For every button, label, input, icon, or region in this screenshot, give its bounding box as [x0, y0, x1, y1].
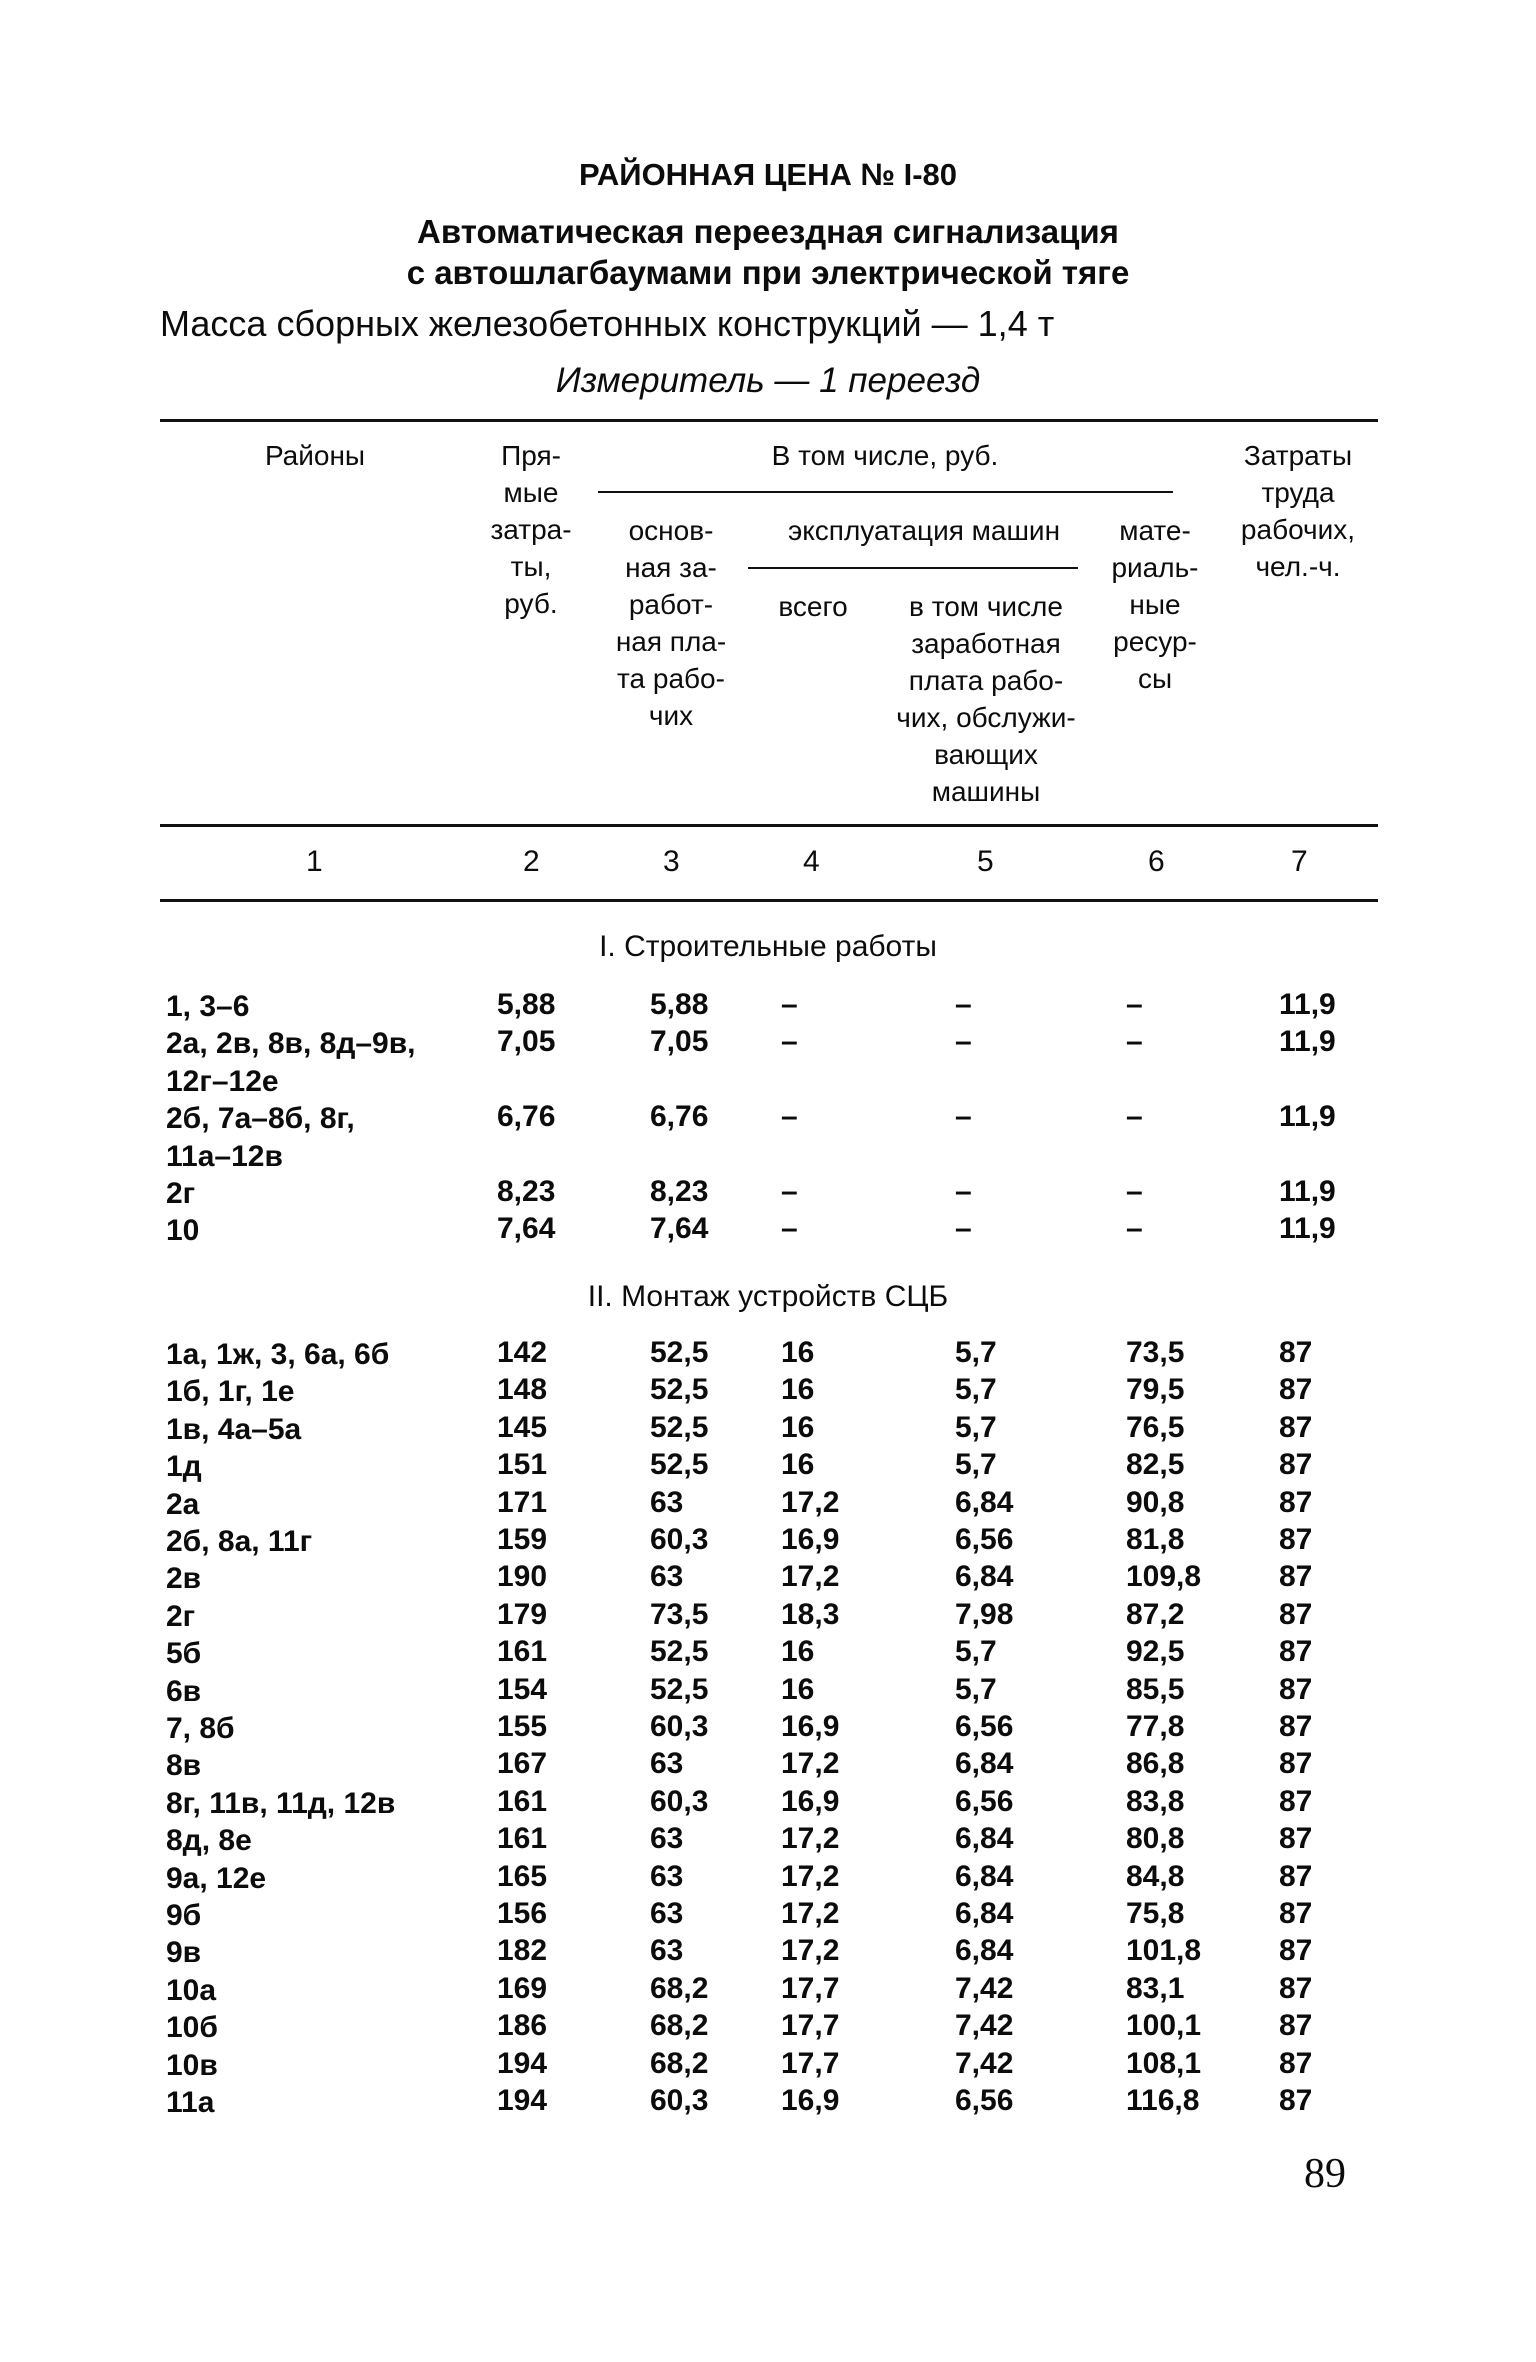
base-wage-cell: 60,3: [650, 2084, 709, 2117]
section-title: I. Строительные работы: [599, 930, 937, 963]
header-line: чел.-ч.: [1255, 551, 1341, 582]
region-cell: 8д, 8е: [166, 1824, 252, 1858]
header-line: затра-: [490, 514, 572, 545]
materials-cell: 109,8: [1126, 1560, 1202, 1594]
section-title: II. Монтаж устройств СЦБ: [587, 1280, 949, 1313]
region-cell: 2а: [166, 1487, 200, 1521]
machines-total-cell: 17,7: [781, 2046, 840, 2080]
table-row: [0, 1373, 1536, 1410]
labor-cell: 87: [1279, 1410, 1313, 1444]
table-row: [0, 1710, 1536, 1747]
machine-wage-cell: 7,42: [955, 1971, 1014, 2005]
materials-cell: 100,1: [1126, 2009, 1202, 2043]
base-wage-cell: 8,23: [650, 1175, 709, 1208]
labor-cell: 11,9: [1279, 988, 1336, 1021]
machine-wage-cell: 6,84: [955, 1897, 1014, 1930]
materials-cell: –: [1126, 1100, 1143, 1134]
materials-cell: 92,5: [1126, 1635, 1185, 1669]
page-number: 89: [1304, 2151, 1346, 2197]
base-wage-cell: 7,05: [650, 1025, 709, 1059]
machine-wage-cell: 6,56: [955, 1710, 1014, 1743]
table-row: [0, 1972, 1536, 2009]
direct-costs-cell: 194: [497, 2046, 548, 2080]
table-row: [0, 1175, 1536, 1212]
labor-cell: 87: [1279, 2009, 1313, 2043]
table-row: [0, 1448, 1536, 1485]
direct-costs-cell: 151: [497, 1448, 548, 1482]
header-line: мате-: [1119, 515, 1191, 546]
region-cell: 2в: [166, 1562, 202, 1596]
labor-cell: 11,9: [1279, 1100, 1336, 1134]
materials-cell: 77,8: [1126, 1710, 1185, 1743]
materials-cell: 83,1: [1126, 1971, 1185, 2005]
region-cell: 1, 3–6: [166, 990, 250, 1023]
base-wage-cell: 60,3: [650, 1523, 709, 1556]
direct-costs-cell: 6,76: [497, 1100, 556, 1134]
header-line: чих, обслужи-: [896, 702, 1076, 733]
labor-cell: 87: [1279, 1897, 1313, 1930]
direct-costs-cell: 145: [497, 1410, 548, 1444]
direct-costs-cell: 7,05: [497, 1025, 556, 1059]
base-wage-cell: 63: [650, 1560, 684, 1594]
base-wage-cell: 52,5: [650, 1336, 709, 1369]
machine-wage-cell: –: [955, 1025, 972, 1059]
labor-cell: 11,9: [1279, 1212, 1336, 1246]
table-row: [0, 1673, 1536, 1710]
region-cell: 10в: [166, 2048, 218, 2082]
labor-cell: 87: [1279, 1859, 1313, 1893]
header-line: Пря-: [501, 440, 561, 471]
table-row: [0, 1025, 1536, 1098]
base-wage-cell: 60,3: [650, 1784, 709, 1818]
machines-total-cell: 16: [781, 1448, 815, 1482]
materials-cell: 101,8: [1126, 1934, 1202, 1968]
document-subtitle: [0, 211, 1536, 293]
header-base-wage: [600, 512, 742, 734]
machine-wage-cell: –: [955, 1175, 972, 1208]
machines-total-cell: 16,9: [781, 2084, 840, 2117]
base-wage-cell: 52,5: [650, 1448, 709, 1482]
region-cell: 11а: [166, 2086, 215, 2119]
table-top-rule: [160, 419, 1378, 422]
materials-cell: 84,8: [1126, 1859, 1185, 1893]
machine-wage-cell: 6,84: [955, 1485, 1014, 1519]
header-machine-wage: [876, 588, 1096, 810]
column-number: 4: [803, 845, 820, 878]
machine-wage-cell: 6,56: [955, 1523, 1014, 1556]
labor-cell: 87: [1279, 1934, 1313, 1968]
region-cell: 8г, 11в, 11д, 12в: [166, 1786, 396, 1820]
header-line: мые: [503, 477, 559, 508]
machines-total-cell: 17,7: [781, 2009, 840, 2043]
table-row: [0, 1560, 1536, 1597]
direct-costs-cell: 167: [497, 1747, 548, 1781]
machine-wage-cell: 5,7: [955, 1448, 997, 1482]
materials-cell: 108,1: [1126, 2046, 1202, 2080]
header-regions: Районы: [264, 440, 366, 471]
direct-costs-cell: 142: [497, 1336, 548, 1369]
region-cell: 1б, 1г, 1е: [166, 1375, 295, 1409]
header-line: риаль-: [1111, 552, 1199, 583]
header-line: работ-: [628, 589, 714, 620]
table-row: [0, 1822, 1536, 1859]
table-row: [0, 1212, 1536, 1249]
header-line: ресур-: [1113, 626, 1197, 657]
column-number: 2: [523, 845, 540, 878]
numbers-bottom-rule: [160, 899, 1378, 902]
materials-cell: –: [1126, 1175, 1143, 1208]
machine-wage-cell: 7,98: [955, 1597, 1014, 1631]
region-cell: 2б, 7а–8б, 8г, 11а–12в: [166, 1102, 355, 1173]
subtitle-line: Автоматическая переездная сигнализация: [417, 213, 1119, 250]
machines-total-cell: 17,2: [781, 1747, 840, 1781]
labor-cell: 87: [1279, 1597, 1313, 1631]
table-row: [0, 2009, 1536, 2046]
direct-costs-cell: 161: [497, 1635, 548, 1669]
machines-total-cell: 17,2: [781, 1485, 840, 1519]
direct-costs-cell: 182: [497, 1934, 548, 1968]
materials-cell: 82,5: [1126, 1448, 1185, 1482]
labor-cell: 87: [1279, 1672, 1313, 1706]
direct-costs-cell: 161: [497, 1784, 548, 1818]
base-wage-cell: 5,88: [650, 988, 709, 1021]
header-material-resources: [1100, 512, 1210, 697]
column-number: 7: [1291, 845, 1308, 878]
machines-total-cell: –: [781, 988, 798, 1021]
header-line: ная за-: [625, 552, 717, 583]
direct-costs-cell: 7,64: [497, 1212, 556, 1246]
base-wage-cell: 68,2: [650, 1971, 709, 2005]
materials-cell: 81,8: [1126, 1523, 1185, 1556]
machine-wage-cell: 5,7: [955, 1373, 997, 1407]
machines-total-cell: 16: [781, 1336, 815, 1369]
header-line: ная пла-: [615, 626, 727, 657]
base-wage-cell: 52,5: [650, 1410, 709, 1444]
direct-costs-cell: 8,23: [497, 1175, 556, 1208]
base-wage-cell: 7,64: [650, 1212, 709, 1246]
machine-wage-cell: 6,84: [955, 1934, 1014, 1968]
header-bottom-rule: [160, 824, 1378, 827]
labor-cell: 87: [1279, 1560, 1313, 1594]
base-wage-cell: 73,5: [650, 1597, 709, 1631]
machines-total-cell: 16,9: [781, 1523, 840, 1556]
base-wage-cell: 63: [650, 1485, 684, 1519]
machines-total-cell: 16: [781, 1635, 815, 1669]
header-labor-costs: [1212, 437, 1384, 585]
region-cell: 2а, 2в, 8в, 8д–9в, 12г–12е: [166, 1027, 416, 1098]
base-wage-cell: 63: [650, 1747, 684, 1781]
table-row: [0, 988, 1536, 1025]
header-line: машины: [931, 776, 1041, 807]
table-row: [0, 1100, 1536, 1173]
machine-wage-cell: 6,56: [955, 1784, 1014, 1818]
region-cell: 9а, 12е: [166, 1861, 267, 1895]
base-wage-cell: 52,5: [650, 1635, 709, 1669]
materials-cell: 86,8: [1126, 1747, 1185, 1781]
labor-cell: 87: [1279, 1710, 1313, 1743]
direct-costs-cell: 165: [497, 1859, 548, 1893]
region-cell: 1в, 4а–5а: [166, 1412, 302, 1446]
table-row: [0, 1747, 1536, 1784]
materials-cell: –: [1126, 1212, 1143, 1246]
machines-total-cell: 18,3: [781, 1597, 840, 1631]
direct-costs-cell: 161: [497, 1822, 548, 1856]
base-wage-cell: 52,5: [650, 1373, 709, 1407]
header-line: чих: [648, 700, 694, 731]
materials-cell: 116,8: [1126, 2084, 1200, 2117]
direct-costs-cell: 159: [497, 1523, 548, 1556]
header-machines-total: всего: [778, 591, 848, 622]
region-cell: 10а: [166, 1973, 217, 2007]
region-cell: 8в: [166, 1749, 202, 1783]
labor-cell: 87: [1279, 1448, 1313, 1482]
header-line: в том числе: [909, 591, 1063, 622]
region-cell: 9б: [166, 1899, 202, 1932]
materials-cell: 76,5: [1126, 1410, 1185, 1444]
machines-total-cell: –: [781, 1025, 798, 1059]
base-wage-cell: 63: [650, 1859, 684, 1893]
base-wage-cell: 68,2: [650, 2046, 709, 2080]
machine-wage-cell: 5,7: [955, 1672, 997, 1706]
direct-costs-cell: 171: [497, 1485, 548, 1519]
labor-cell: 87: [1279, 1971, 1313, 2005]
header-line: вающих: [934, 739, 1038, 770]
region-cell: 6в: [166, 1674, 202, 1708]
machine-wage-cell: 5,7: [955, 1635, 997, 1669]
direct-costs-cell: 155: [497, 1710, 548, 1743]
machines-total-cell: –: [781, 1100, 798, 1134]
header-group-rule: [598, 491, 1173, 493]
header-direct-costs: [476, 437, 586, 622]
table-row: [0, 1411, 1536, 1448]
machines-total-cell: 17,2: [781, 1822, 840, 1856]
mass-line: Масса сборных железобетонных конструкций — 1,4 т: [160, 303, 1055, 344]
direct-costs-cell: 5,88: [497, 988, 556, 1021]
table-row: [0, 1635, 1536, 1672]
base-wage-cell: 63: [650, 1934, 684, 1968]
header-line: плата рабо-: [908, 665, 1064, 696]
header-line: руб.: [504, 588, 558, 619]
machine-wage-cell: 7,42: [955, 2046, 1014, 2080]
machine-wage-cell: 6,84: [955, 1822, 1014, 1856]
subtitle-line: с автошлагбаумами при электрической тяге: [406, 254, 1130, 291]
machine-wage-cell: –: [955, 1212, 972, 1246]
region-cell: 10б: [166, 2011, 218, 2045]
header-exploitation-rule: [748, 567, 1078, 569]
machine-wage-cell: –: [955, 1100, 972, 1134]
labor-cell: 87: [1279, 1747, 1313, 1781]
header-line: Затраты: [1243, 440, 1353, 471]
labor-cell: 87: [1279, 1635, 1313, 1669]
base-wage-cell: 60,3: [650, 1710, 709, 1743]
materials-cell: –: [1126, 988, 1143, 1021]
materials-cell: 79,5: [1126, 1373, 1185, 1407]
machines-total-cell: 16,9: [781, 1710, 840, 1743]
machines-total-cell: 17,2: [781, 1859, 840, 1893]
base-wage-cell: 63: [650, 1822, 684, 1856]
header-line: та рабо-: [617, 663, 725, 694]
labor-cell: 87: [1279, 2084, 1313, 2117]
header-including-group: В том числе, руб.: [771, 440, 999, 471]
table-row: [0, 1336, 1536, 1373]
materials-cell: 75,8: [1126, 1897, 1185, 1930]
direct-costs-cell: 156: [497, 1897, 548, 1930]
direct-costs-cell: 148: [497, 1373, 548, 1407]
table-row: [0, 1523, 1536, 1560]
materials-cell: 83,8: [1126, 1784, 1185, 1818]
machines-total-cell: –: [781, 1175, 798, 1208]
table-row: [0, 2084, 1536, 2121]
region-cell: 7, 8б: [166, 1712, 235, 1745]
labor-cell: 11,9: [1279, 1025, 1336, 1059]
machines-total-cell: –: [781, 1212, 798, 1246]
document-title: РАЙОННАЯ ЦЕНА № I-80: [578, 157, 958, 192]
materials-cell: 90,8: [1126, 1485, 1185, 1519]
materials-cell: 73,5: [1126, 1336, 1185, 1369]
header-line: труда: [1261, 477, 1335, 508]
region-cell: 9в: [166, 1936, 202, 1970]
table-row: [0, 1598, 1536, 1635]
machines-total-cell: 17,7: [781, 1971, 840, 2005]
materials-cell: 80,8: [1126, 1822, 1185, 1856]
column-number: 1: [306, 845, 323, 878]
table-row: [0, 1486, 1536, 1523]
materials-cell: 87,2: [1126, 1597, 1185, 1631]
header-line: ные: [1129, 589, 1181, 620]
machines-total-cell: 16: [781, 1672, 815, 1706]
direct-costs-cell: 190: [497, 1560, 548, 1594]
base-wage-cell: 6,76: [650, 1100, 709, 1134]
machine-wage-cell: 6,56: [955, 2084, 1014, 2117]
labor-cell: 87: [1279, 2046, 1313, 2080]
header-line: ты,: [510, 551, 552, 582]
header-line: рабочих,: [1240, 514, 1356, 545]
labor-cell: 87: [1279, 1784, 1313, 1818]
region-cell: 1а, 1ж, 3, 6а, 6б: [166, 1338, 390, 1371]
region-cell: 5б: [166, 1637, 202, 1671]
machine-wage-cell: 6,84: [955, 1560, 1014, 1594]
header-line: сы: [1137, 663, 1173, 694]
labor-cell: 87: [1279, 1336, 1313, 1369]
table-row: [0, 1785, 1536, 1822]
base-wage-cell: 52,5: [650, 1672, 709, 1706]
machines-total-cell: 16: [781, 1410, 815, 1444]
machines-total-cell: 17,2: [781, 1897, 840, 1930]
table-row: [0, 1897, 1536, 1934]
direct-costs-cell: 194: [497, 2084, 548, 2117]
materials-cell: 85,5: [1126, 1672, 1185, 1706]
measure-line: Измеритель — 1 переезд: [555, 361, 981, 400]
labor-cell: 11,9: [1279, 1175, 1336, 1208]
machines-total-cell: 17,2: [781, 1934, 840, 1968]
region-cell: 1д: [166, 1450, 202, 1484]
machines-total-cell: 17,2: [781, 1560, 840, 1594]
region-cell: 2г: [166, 1177, 196, 1210]
machine-wage-cell: 6,84: [955, 1747, 1014, 1781]
direct-costs-cell: 186: [497, 2009, 548, 2043]
table-row: [0, 1860, 1536, 1897]
table-row: [0, 1934, 1536, 1971]
machine-wage-cell: 6,84: [955, 1859, 1014, 1893]
direct-costs-cell: 179: [497, 1597, 548, 1631]
table-row: [0, 2047, 1536, 2084]
region-cell: 2б, 8а, 11г: [166, 1525, 313, 1558]
header-line: заработная: [911, 628, 1061, 659]
machine-wage-cell: 5,7: [955, 1336, 997, 1369]
machines-total-cell: 16: [781, 1373, 815, 1407]
direct-costs-cell: 154: [497, 1672, 548, 1706]
machines-total-cell: 16,9: [781, 1784, 840, 1818]
labor-cell: 87: [1279, 1822, 1313, 1856]
labor-cell: 87: [1279, 1523, 1313, 1556]
header-machine-operation: эксплуатация машин: [787, 515, 1061, 546]
column-number: 5: [977, 845, 994, 878]
machine-wage-cell: 7,42: [955, 2009, 1014, 2043]
machine-wage-cell: –: [955, 988, 972, 1021]
direct-costs-cell: 169: [497, 1971, 548, 2005]
column-number: 3: [663, 845, 680, 878]
header-line: основ-: [628, 515, 714, 546]
machine-wage-cell: 5,7: [955, 1410, 997, 1444]
base-wage-cell: 63: [650, 1897, 684, 1930]
labor-cell: 87: [1279, 1485, 1313, 1519]
region-cell: 2г: [166, 1599, 196, 1633]
base-wage-cell: 68,2: [650, 2009, 709, 2043]
labor-cell: 87: [1279, 1373, 1313, 1407]
column-number: 6: [1148, 845, 1165, 878]
region-cell: 10: [166, 1214, 200, 1248]
materials-cell: –: [1126, 1025, 1143, 1059]
